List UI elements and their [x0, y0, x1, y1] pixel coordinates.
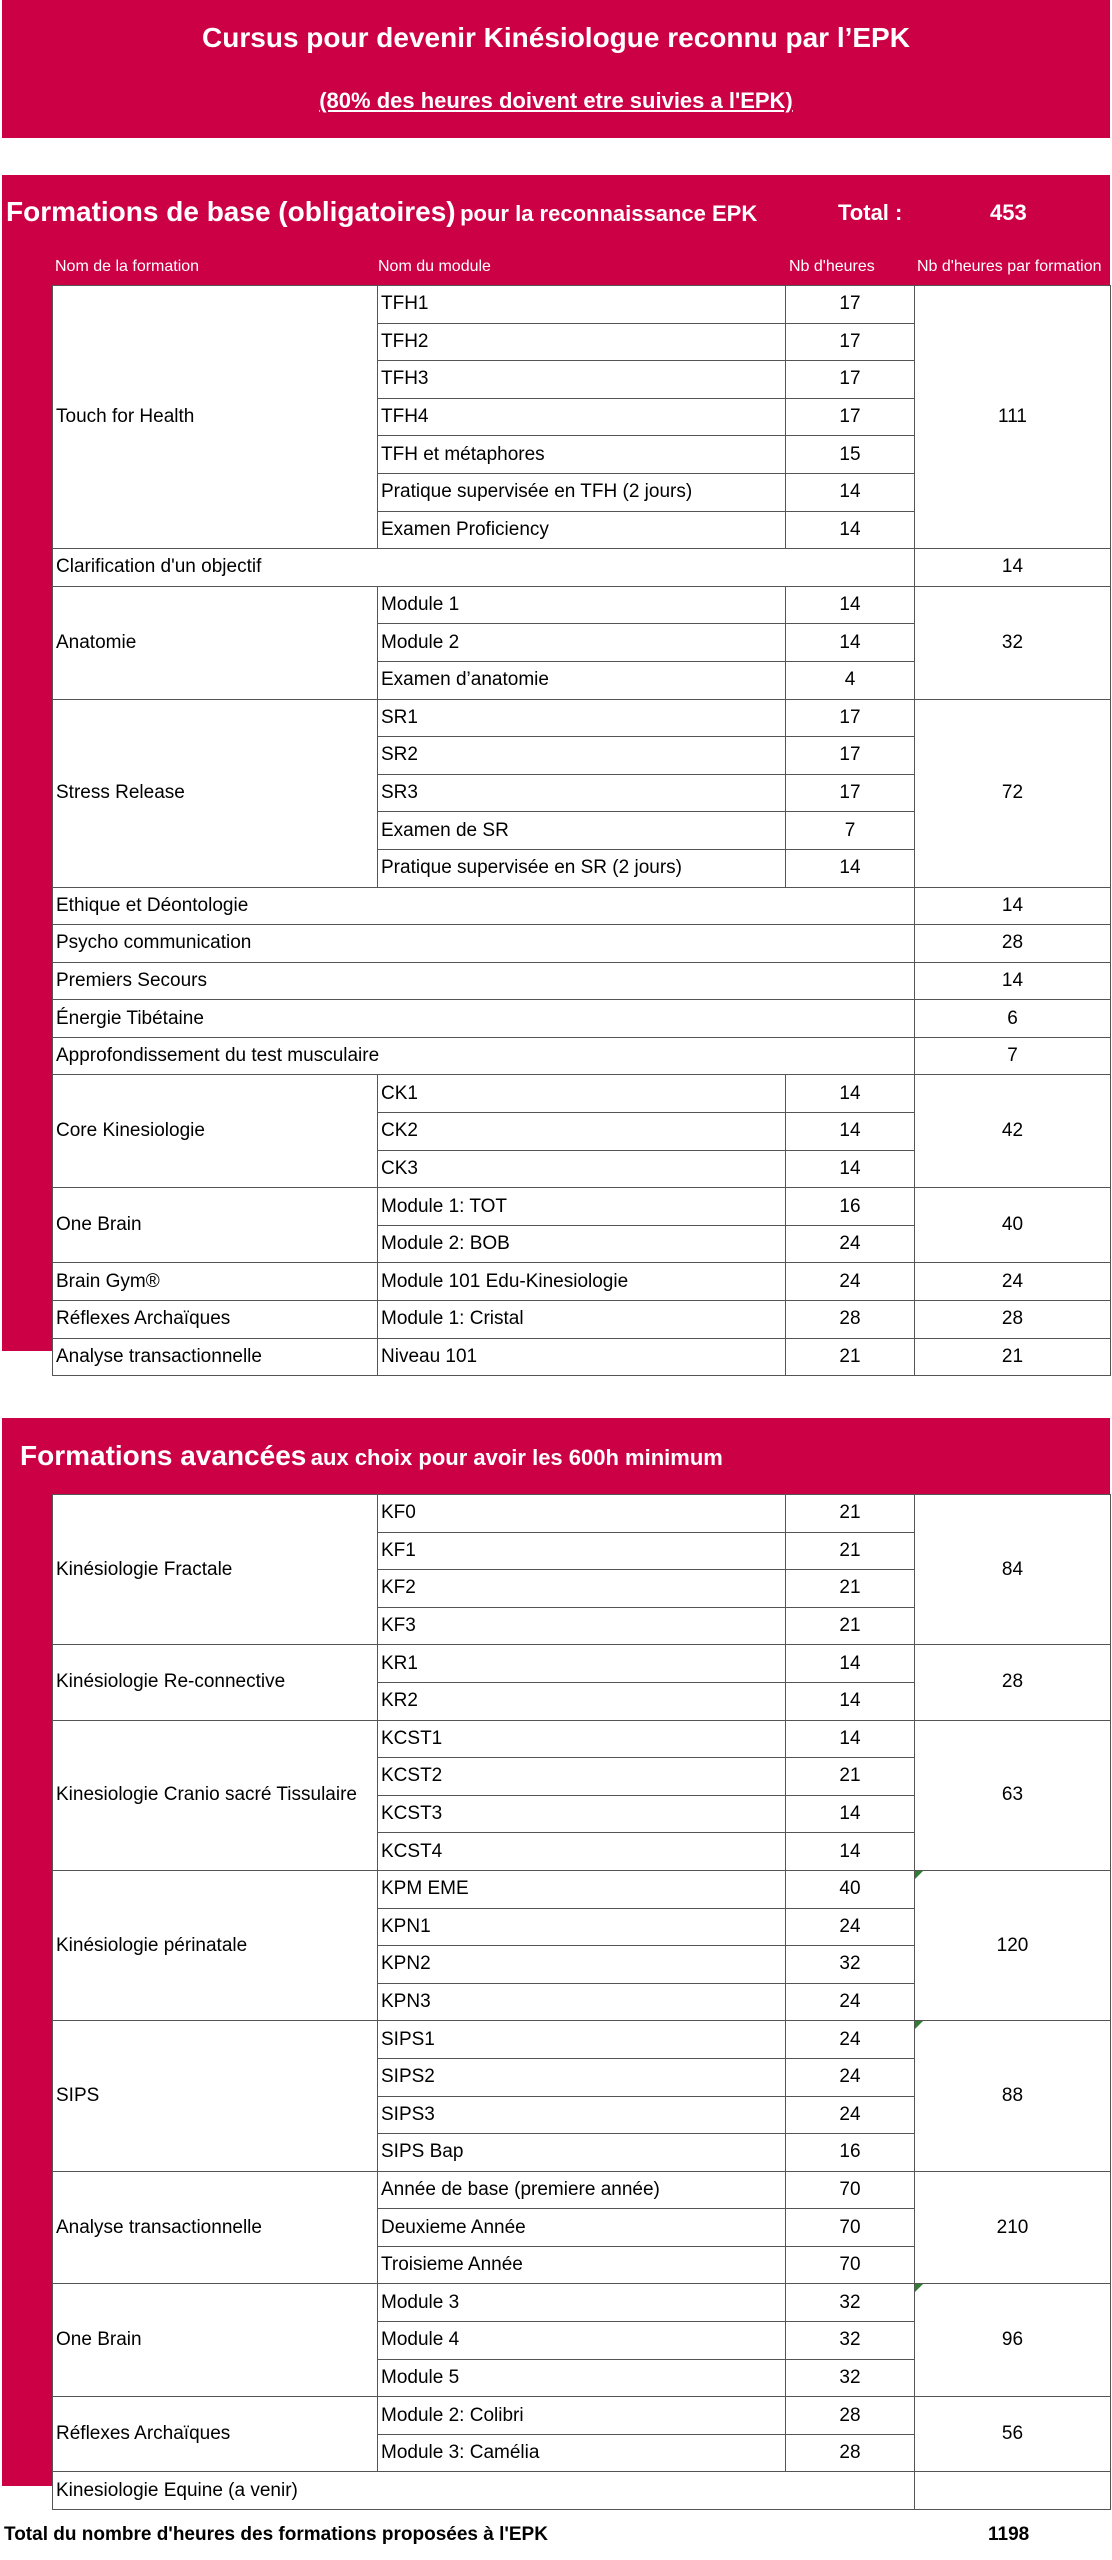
formation-total: 63: [915, 1720, 1111, 1870]
formation-total: 84: [915, 1495, 1111, 1645]
formation-name: Analyse transactionnelle: [53, 1338, 378, 1376]
module-hours: 14: [786, 473, 915, 511]
formation-name: One Brain: [53, 1188, 378, 1263]
formation-total: 28: [915, 925, 1111, 963]
formation-total: 210: [915, 2171, 1111, 2284]
module-name: Examen d’anatomie: [378, 661, 786, 699]
module-hours: 24: [786, 1225, 915, 1263]
formation-name: Anatomie: [53, 586, 378, 699]
grand-total-label: Total du nombre d'heures des formations proposées à l'EPK: [4, 2524, 548, 2545]
module-name: KCST4: [378, 1833, 786, 1871]
formation-name: One Brain: [53, 2284, 378, 2397]
module-name: CK3: [378, 1150, 786, 1188]
table-row: [53, 1301, 1111, 1339]
module-hours: 14: [786, 511, 915, 549]
col-header-formation: Nom de la formation: [55, 258, 200, 275]
formation-name: Kinésiologie Fractale: [53, 1495, 378, 1645]
table-row: [53, 887, 1111, 925]
formation-total: 42: [915, 1075, 1111, 1188]
table-row: [53, 286, 1111, 324]
formation-name: Touch for Health: [53, 286, 378, 549]
base-total-label: Total :: [838, 200, 903, 225]
module-name: SIPS3: [378, 2096, 786, 2134]
table-row: [53, 962, 1111, 1000]
formation-name: Premiers Secours: [53, 962, 915, 1000]
module-hours: 32: [786, 2322, 915, 2360]
formation-total: 72: [915, 699, 1111, 887]
module-hours: 32: [786, 1946, 915, 1984]
module-hours: 17: [786, 286, 915, 324]
formation-name: Kinésiologie Re-connective: [53, 1645, 378, 1720]
module-name: Module 1: TOT: [378, 1188, 786, 1226]
module-hours: 14: [786, 1682, 915, 1720]
formation-total: 120: [915, 1870, 1111, 2020]
header-band: [2, 0, 1110, 138]
module-name: SIPS Bap: [378, 2134, 786, 2172]
module-name: Examen Proficiency: [378, 511, 786, 549]
formation-name: Core Kinesiologie: [53, 1075, 378, 1188]
formation-total: 14: [915, 549, 1111, 587]
module-hours: 28: [786, 2397, 915, 2435]
module-name: KCST2: [378, 1758, 786, 1796]
module-hours: 32: [786, 2284, 915, 2322]
formation-total: 21: [915, 1338, 1111, 1376]
module-hours: 24: [786, 1908, 915, 1946]
module-hours: 14: [786, 1795, 915, 1833]
module-name: SR2: [378, 737, 786, 775]
module-name: TFH1: [378, 286, 786, 324]
module-name: TFH4: [378, 398, 786, 436]
module-hours: 70: [786, 2209, 915, 2247]
module-name: KF3: [378, 1607, 786, 1645]
formation-total: 111: [915, 286, 1111, 549]
module-name: KPM EME: [378, 1870, 786, 1908]
formation-name: Approfondissement du test musculaire: [53, 1037, 915, 1075]
module-name: KR2: [378, 1682, 786, 1720]
table-row: [53, 1000, 1111, 1038]
module-hours: 40: [786, 1870, 915, 1908]
module-name: Niveau 101: [378, 1338, 786, 1376]
table-row: [53, 586, 1111, 624]
module-hours: 14: [786, 1113, 915, 1151]
module-hours: 14: [786, 1645, 915, 1683]
table-row: [53, 699, 1111, 737]
formation-total: 6: [915, 1000, 1111, 1038]
module-hours: 17: [786, 737, 915, 775]
formation-total: [915, 2472, 1111, 2510]
module-hours: 14: [786, 1075, 915, 1113]
module-name: Module 1: Cristal: [378, 1301, 786, 1339]
table-row: [53, 1495, 1111, 1533]
module-hours: 14: [786, 1720, 915, 1758]
grand-total-value: 1198: [988, 2524, 1030, 2545]
module-name: TFH et métaphores: [378, 436, 786, 474]
advanced-left-bar: [2, 1494, 52, 2486]
module-name: KPN3: [378, 1983, 786, 2021]
table-row: [53, 2397, 1111, 2435]
module-name: KR1: [378, 1645, 786, 1683]
module-hours: 70: [786, 2246, 915, 2284]
module-hours: 17: [786, 774, 915, 812]
col-header-module: Nom du module: [378, 258, 491, 275]
module-hours: 21: [786, 1570, 915, 1608]
advanced-section-title: Formations avancées aux choix pour avoir les 600h minimum: [20, 1440, 723, 1471]
module-hours: 17: [786, 398, 915, 436]
formation-total: 24: [915, 1263, 1111, 1301]
module-hours: 14: [786, 849, 915, 887]
module-name: SR1: [378, 699, 786, 737]
module-hours: 14: [786, 586, 915, 624]
formation-name: Brain Gym®: [53, 1263, 378, 1301]
module-hours: 28: [786, 1301, 915, 1339]
col-header-total: Nb d'heures par formation: [917, 258, 1102, 275]
page-subtitle: (80% des heures doivent etre suivies a l'EPK): [319, 88, 793, 113]
module-hours: 28: [786, 2434, 915, 2472]
base-formations-table: [52, 285, 1111, 1376]
formation-total: 40: [915, 1188, 1111, 1263]
formation-name: Stress Release: [53, 699, 378, 887]
table-row: [53, 1645, 1111, 1683]
module-name: KCST3: [378, 1795, 786, 1833]
module-name: Troisieme Année: [378, 2246, 786, 2284]
formation-total: 7: [915, 1037, 1111, 1075]
module-hours: 4: [786, 661, 915, 699]
module-name: Module 101 Edu-Kinesiologie: [378, 1263, 786, 1301]
formation-total: 28: [915, 1645, 1111, 1720]
module-name: SIPS2: [378, 2058, 786, 2096]
formation-name: Kinésiologie périnatale: [53, 1870, 378, 2020]
module-hours: 70: [786, 2171, 915, 2209]
formation-name: Clarification d'un objectif: [53, 549, 915, 587]
formation-name: Analyse transactionnelle: [53, 2171, 378, 2284]
module-hours: 21: [786, 1607, 915, 1645]
module-name: Pratique supervisée en SR (2 jours): [378, 849, 786, 887]
module-hours: 21: [786, 1532, 915, 1570]
module-name: Module 2: [378, 624, 786, 662]
module-name: CK1: [378, 1075, 786, 1113]
module-name: KF2: [378, 1570, 786, 1608]
module-name: Module 4: [378, 2322, 786, 2360]
base-section-title: Formations de base (obligatoires) pour la reconnaissance EPK: [6, 196, 758, 227]
table-row: [53, 2171, 1111, 2209]
formation-total: 28: [915, 1301, 1111, 1339]
base-left-bar: [2, 285, 52, 1351]
module-name: KPN2: [378, 1946, 786, 1984]
module-name: TFH2: [378, 323, 786, 361]
formation-name: Réflexes Archaïques: [53, 2397, 378, 2472]
col-header-hours: Nb d'heures: [789, 258, 875, 275]
formation-name: Psycho communication: [53, 925, 915, 963]
module-name: Pratique supervisée en TFH (2 jours): [378, 473, 786, 511]
module-hours: 7: [786, 812, 915, 850]
base-total-value: 453: [990, 200, 1027, 225]
module-hours: 15: [786, 436, 915, 474]
module-hours: 21: [786, 1758, 915, 1796]
module-name: Module 1: [378, 586, 786, 624]
module-hours: 14: [786, 1833, 915, 1871]
table-row: [53, 2472, 1111, 2510]
module-hours: 24: [786, 1983, 915, 2021]
module-hours: 21: [786, 1338, 915, 1376]
formation-total: 14: [915, 887, 1111, 925]
formation-name: Ethique et Déontologie: [53, 887, 915, 925]
page-title: Cursus pour devenir Kinésiologue reconnu par l’EPK: [202, 22, 910, 53]
module-hours: 17: [786, 361, 915, 399]
table-row: [53, 925, 1111, 963]
module-hours: 24: [786, 2021, 915, 2059]
module-hours: 16: [786, 2134, 915, 2172]
module-name: KCST1: [378, 1720, 786, 1758]
table-row: [53, 2284, 1111, 2322]
table-row: [53, 1870, 1111, 1908]
module-hours: 24: [786, 1263, 915, 1301]
module-name: TFH3: [378, 361, 786, 399]
module-hours: 24: [786, 2096, 915, 2134]
module-hours: 14: [786, 1150, 915, 1188]
module-name: SR3: [378, 774, 786, 812]
module-name: Module 2: BOB: [378, 1225, 786, 1263]
table-row: [53, 1263, 1111, 1301]
module-hours: 16: [786, 1188, 915, 1226]
module-name: Module 5: [378, 2359, 786, 2397]
formation-name: Énergie Tibétaine: [53, 1000, 915, 1038]
module-hours: 17: [786, 699, 915, 737]
formation-name: SIPS: [53, 2021, 378, 2171]
table-row: [53, 1037, 1111, 1075]
table-row: [53, 1338, 1111, 1376]
formation-total: 32: [915, 586, 1111, 699]
module-hours: 14: [786, 624, 915, 662]
module-name: Module 2: Colibri: [378, 2397, 786, 2435]
table-row: [53, 1720, 1111, 1758]
module-hours: 17: [786, 323, 915, 361]
formation-total: 96: [915, 2284, 1111, 2397]
advanced-formations-table: [52, 1494, 1111, 2510]
formation-name: Kinesiologie Cranio sacré Tissulaire: [53, 1720, 378, 1870]
table-row: [53, 1075, 1111, 1113]
module-name: Module 3: [378, 2284, 786, 2322]
module-name: CK2: [378, 1113, 786, 1151]
module-hours: 24: [786, 2058, 915, 2096]
module-name: Deuxieme Année: [378, 2209, 786, 2247]
module-name: Examen de SR: [378, 812, 786, 850]
module-name: KPN1: [378, 1908, 786, 1946]
table-row: [53, 549, 1111, 587]
formation-total: 88: [915, 2021, 1111, 2171]
formation-name: Réflexes Archaïques: [53, 1301, 378, 1339]
formation-name: Kinesiologie Equine (a venir): [53, 2472, 915, 2510]
module-hours: 21: [786, 1495, 915, 1533]
module-name: Année de base (premiere année): [378, 2171, 786, 2209]
table-row: [53, 2021, 1111, 2059]
formation-total: 14: [915, 962, 1111, 1000]
module-name: KF1: [378, 1532, 786, 1570]
module-name: SIPS1: [378, 2021, 786, 2059]
table-row: [53, 1188, 1111, 1226]
module-name: Module 3: Camélia: [378, 2434, 786, 2472]
module-hours: 32: [786, 2359, 915, 2397]
module-name: KF0: [378, 1495, 786, 1533]
formation-total: 56: [915, 2397, 1111, 2472]
